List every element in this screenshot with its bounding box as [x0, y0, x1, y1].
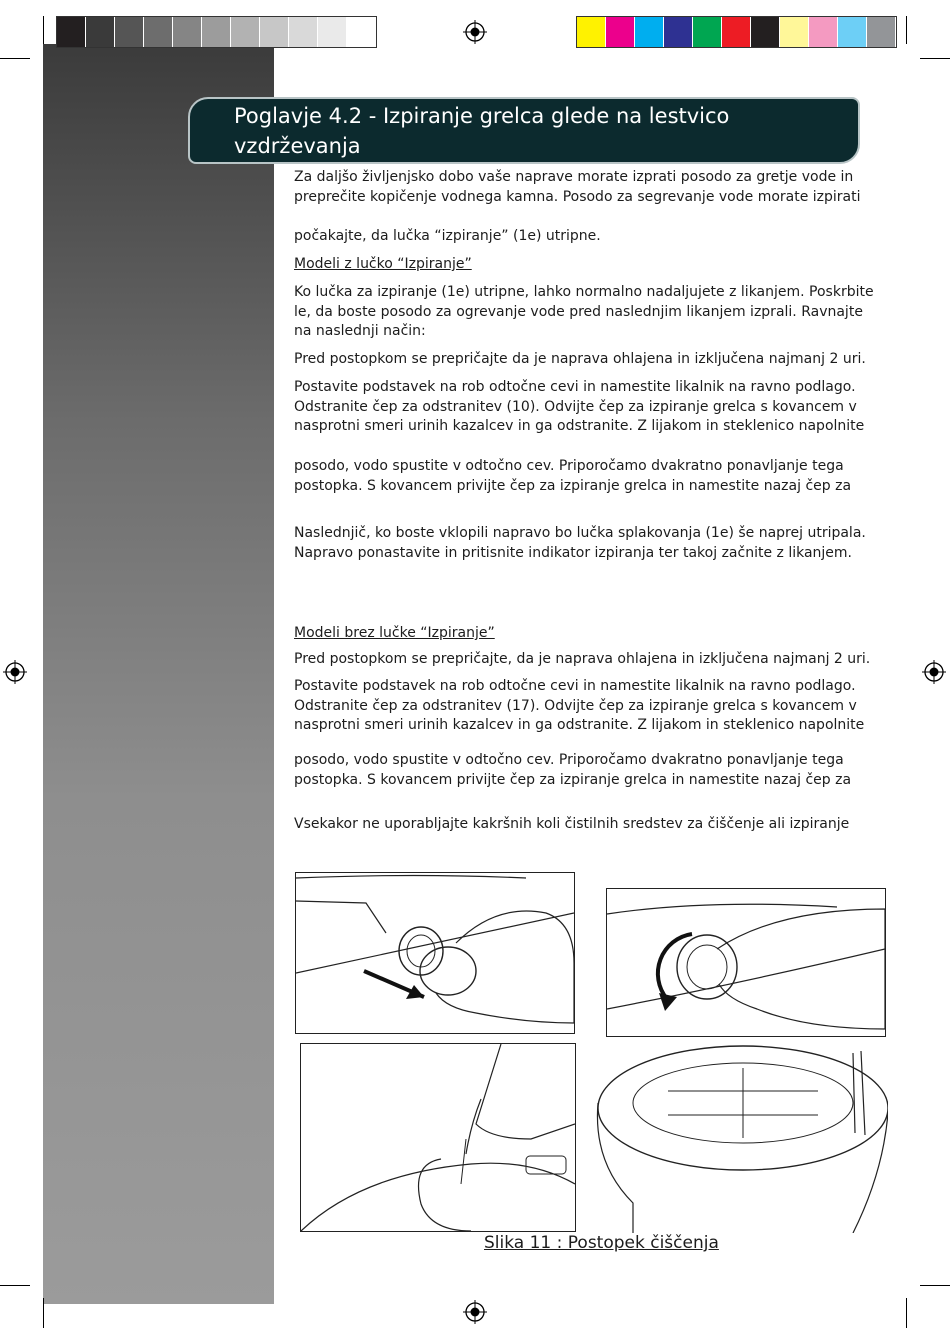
illustration-unscrew-cap — [295, 872, 575, 1034]
paragraph: Za daljšo življenjsko dobo vaše naprave morate izprati posodo za gretje vode in preprečite kopičenje vodnega kamna. Posodo za segrevanje vode morate izpirati — [294, 169, 861, 205]
color-swatch — [867, 17, 896, 47]
color-swatch — [318, 17, 347, 47]
color-swatch — [722, 17, 751, 47]
illustration-drain-tank — [593, 1043, 888, 1233]
color-swatch — [751, 17, 780, 47]
paragraph: posodo, vodo spustite v odtočno cev. Priporočamo dvakratno ponavljanje tega postopka. S kovancem privijte čep za izpiranje grelca in namestite nazaj čep za — [294, 752, 852, 788]
chapter-title: Poglavje 4.2 - Izpiranje grelca glede na lestvico vzdrževanja — [234, 104, 730, 158]
color-swatch — [289, 17, 318, 47]
color-swatch — [231, 17, 260, 47]
paragraph: posodo, vodo spustite v odtočno cev. Priporočamo dvakratno ponavljanje tega postopka. S kovancem privijte čep za izpiranje grelca in namestite nazaj čep za — [294, 458, 852, 494]
paragraph: počakajte, da lučka “izpiranje” (1e) utripne. — [294, 228, 601, 244]
registration-mark-icon — [922, 660, 946, 684]
registration-mark-icon — [3, 660, 27, 684]
grayscale-color-bar — [56, 16, 377, 48]
paragraph: Vsekakor ne uporabljajte kakršnih koli čistilnih sredstev za čiščenje ali izpiranje — [294, 816, 850, 832]
color-swatch — [57, 17, 86, 47]
process-color-bar — [576, 16, 897, 48]
crop-mark — [0, 58, 30, 59]
color-swatch — [260, 17, 289, 47]
paragraph: Naslednjič, ko boste vklopili napravo bo lučka splakovanja (1e) še naprej utripala. Napravo ponastavite in pritisnite indikator izpiranja ter takoj začnite z likanjem. — [294, 525, 866, 561]
chapter-header — [188, 97, 860, 164]
color-swatch — [635, 17, 664, 47]
color-swatch — [86, 17, 115, 47]
crop-mark — [906, 1298, 907, 1328]
color-swatch — [809, 17, 838, 47]
section-heading: Modeli z lučko “Izpiranje” — [294, 256, 472, 272]
crop-mark — [43, 16, 44, 44]
color-swatch — [115, 17, 144, 47]
crop-mark — [906, 16, 907, 44]
illustration-rotate-cap — [606, 888, 886, 1037]
color-swatch — [838, 17, 867, 47]
paragraph: Pred postopkom se prepričajte da je naprava ohlajena in izključena najmanj 2 uri. — [294, 351, 866, 367]
crop-mark — [920, 1285, 950, 1286]
color-swatch — [202, 17, 231, 47]
paragraph: Ko lučka za izpiranje (1e) utripne, lahko normalno nadaljujete z likanjem. Poskrbite le, da boste posodo za ogrevanje vode pred naslednjim likanjem izprali. Ravnajte na naslednji način: — [294, 284, 874, 339]
sidebar-band — [43, 44, 274, 1304]
color-swatch — [780, 17, 809, 47]
registration-mark-icon — [463, 20, 487, 44]
paragraph: Postavite podstavek na rob odtočne cevi in namestite likalnik na ravno podlago. Odstranite čep za odstranitev (17). Odvijte čep za izpiranje grelca s kovancem v nasprotni smeri urinih kazalcev in ga odstranite. Z lijakom in steklenico napolnite — [294, 678, 865, 733]
color-swatch — [577, 17, 606, 47]
registration-mark-icon — [463, 1300, 487, 1324]
paragraph: Pred postopkom se prepričajte, da je naprava ohlajena in izključena najmanj 2 uri. — [294, 651, 871, 667]
section-heading: Modeli brez lučke “Izpiranje” — [294, 625, 495, 641]
illustration-fill-water — [300, 1043, 576, 1232]
paragraph: Postavite podstavek na rob odtočne cevi in namestite likalnik na ravno podlago. Odstranite čep za odstranitev (10). Odvijte čep za izpiranje grelca s kovancem v nasprotni smeri urinih kazalcev in ga odstranite. Z lijakom in steklenico napolnite — [294, 379, 865, 434]
color-swatch — [606, 17, 635, 47]
color-swatch — [693, 17, 722, 47]
figure-caption: Slika 11 : Postopek čiščenja — [484, 1233, 719, 1253]
crop-mark — [920, 58, 950, 59]
crop-mark — [43, 1298, 44, 1328]
color-swatch — [347, 17, 376, 47]
crop-mark — [0, 1285, 30, 1286]
color-swatch — [664, 17, 693, 47]
color-swatch — [144, 17, 173, 47]
color-swatch — [173, 17, 202, 47]
